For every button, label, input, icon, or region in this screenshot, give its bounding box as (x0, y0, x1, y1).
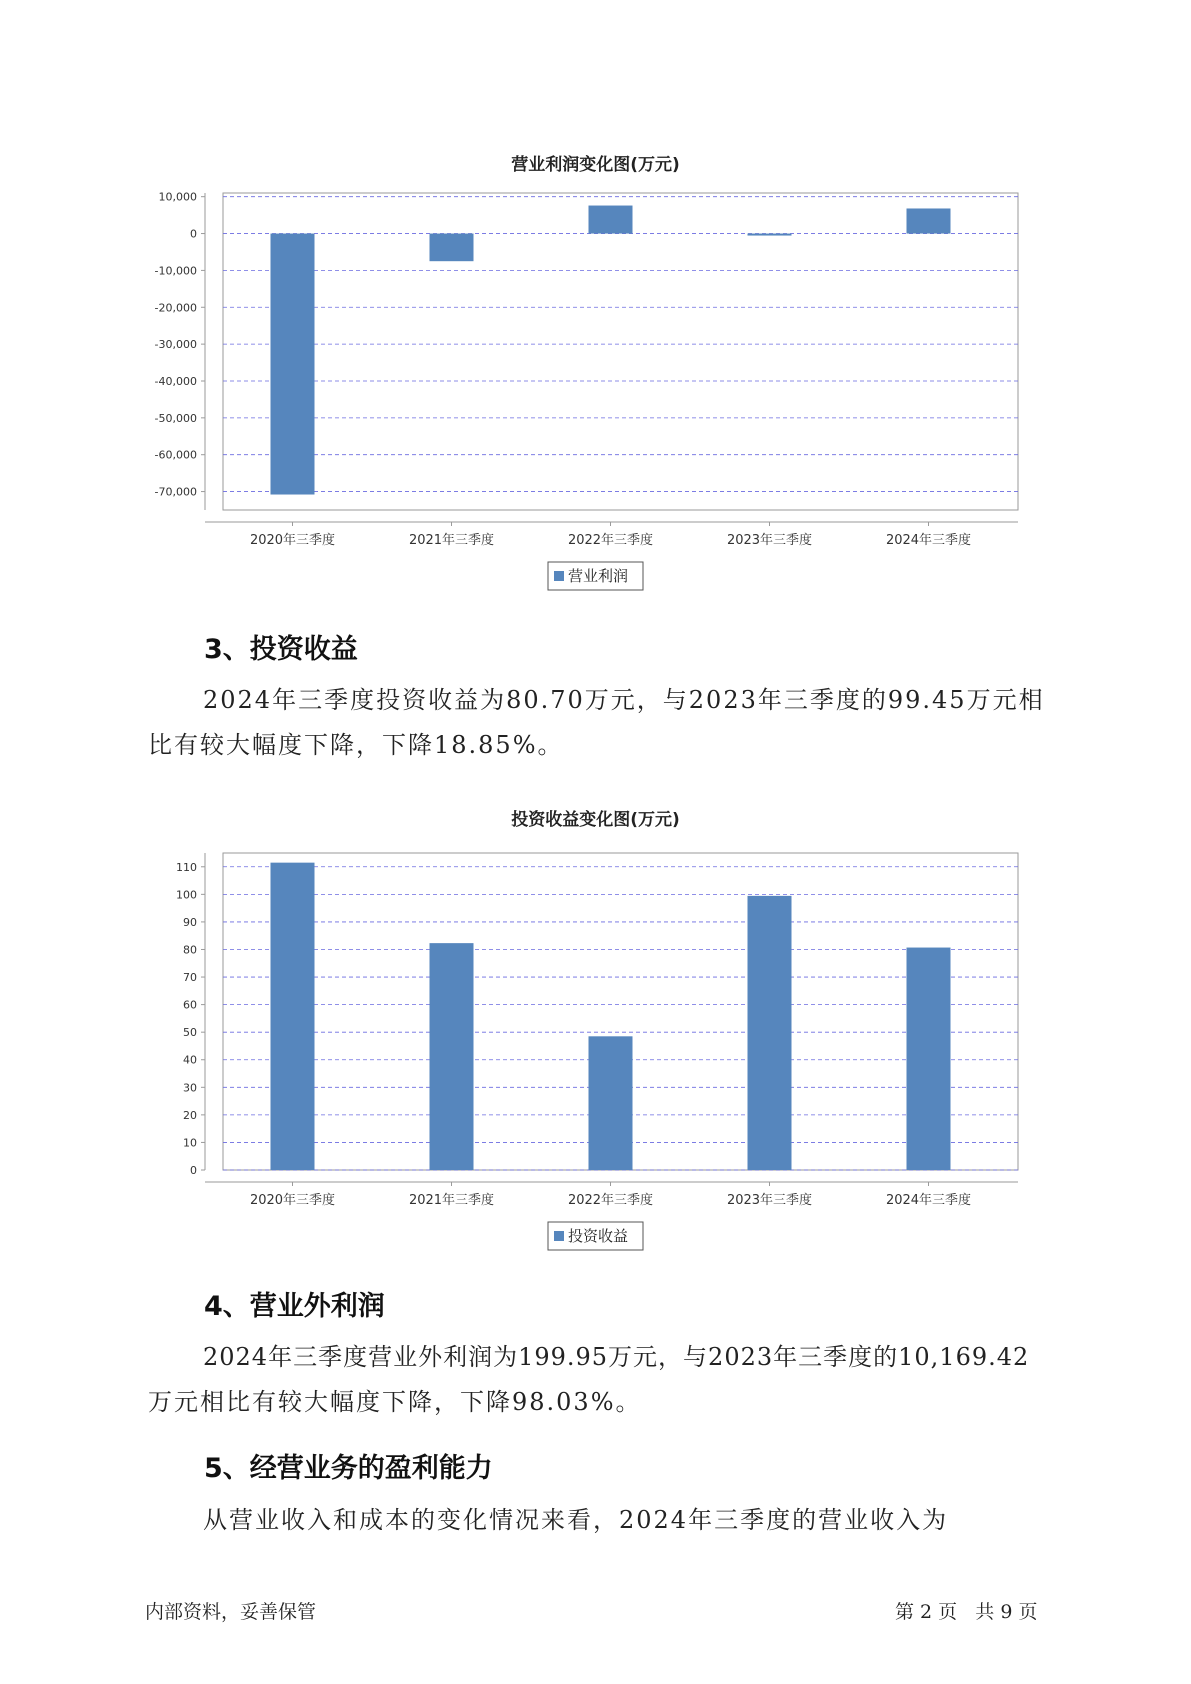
legend-swatch (554, 1231, 564, 1241)
footer-page-number: 第 2 页 共 9 页 (895, 1601, 1038, 1623)
y-tick-label: 0 (190, 227, 197, 241)
x-tick-label: 2021年三季度 (408, 1193, 495, 1208)
bar-4 (748, 234, 792, 236)
legend-label: 投资收益 (568, 1227, 629, 1245)
x-tick-label: 2022年三季度 (567, 533, 654, 548)
x-tick-label: 2023年三季度 (726, 1193, 813, 1208)
x-tick-label: 2023年三季度 (726, 533, 813, 548)
y-tick-label: -10,000 (154, 264, 197, 278)
bar-4 (748, 896, 792, 1170)
y-tick-label: 10,000 (158, 190, 197, 204)
y-tick-label: 20 (183, 1108, 197, 1122)
y-tick-label: -30,000 (154, 338, 197, 352)
y-tick-label: 100 (176, 888, 197, 902)
x-tick-label: 2024年三季度 (885, 533, 972, 548)
y-tick-label: 30 (183, 1081, 197, 1095)
y-tick-label: 80 (183, 943, 197, 957)
y-tick-label: 60 (183, 998, 197, 1012)
x-tick-label: 2021年三季度 (408, 533, 495, 548)
y-tick-label: 0 (190, 1164, 197, 1177)
chart2-title: 投资收益变化图(万元) (511, 810, 680, 830)
y-tick-label: 50 (183, 1026, 197, 1040)
x-tick-label: 2020年三季度 (249, 1193, 336, 1208)
x-tick-label: 2022年三季度 (567, 1193, 654, 1208)
y-tick-label: 70 (183, 971, 197, 985)
y-tick-label: -50,000 (154, 411, 197, 425)
plot-frame (223, 193, 1018, 510)
section-5-heading: 5、经营业务的盈利能力 (204, 1453, 493, 1484)
y-tick-label: -60,000 (154, 448, 197, 462)
operating-profit-chart (0, 175, 1191, 595)
y-tick-label: -40,000 (154, 374, 197, 388)
section-4-heading: 4、营业外利润 (204, 1291, 385, 1322)
bar-3 (589, 1036, 633, 1170)
legend-swatch (554, 571, 564, 581)
y-tick-label: 90 (183, 915, 197, 929)
bar-1 (271, 863, 315, 1170)
footer-confidential: 内部资料，妥善保管 (145, 1601, 317, 1623)
legend-label: 营业利润 (568, 567, 629, 585)
paragraph-line: 2024年三季度投资收益为80.70万元，与2023年三季度的99.45万元相 (203, 686, 1045, 714)
bar-3 (589, 206, 633, 234)
bar-2 (430, 943, 474, 1170)
x-tick-label: 2020年三季度 (249, 533, 336, 548)
x-tick-label: 2024年三季度 (885, 1193, 972, 1208)
paragraph-line: 比有较大幅度下降，下降18.85%。 (148, 731, 564, 759)
y-tick-label: 10 (183, 1136, 197, 1150)
paragraph-line: 2024年三季度营业外利润为199.95万元，与2023年三季度的10,169.42 (203, 1343, 1030, 1371)
bar-5 (907, 948, 951, 1170)
y-tick-label: 110 (176, 860, 197, 874)
paragraph-line: 万元相比有较大幅度下降，下降98.03%。 (148, 1388, 642, 1416)
chart1-title: 营业利润变化图(万元) (511, 155, 680, 175)
bar-5 (907, 208, 951, 233)
bar-2 (430, 234, 474, 262)
y-tick-label: -70,000 (154, 485, 197, 499)
investment-income-chart (0, 835, 1191, 1255)
y-tick-label: -20,000 (154, 301, 197, 315)
y-tick-label: 40 (183, 1053, 197, 1067)
section-3-heading: 3、投资收益 (204, 634, 358, 665)
bar-1 (271, 234, 315, 495)
paragraph-line: 从营业收入和成本的变化情况来看，2024年三季度的营业收入为 (203, 1506, 949, 1534)
